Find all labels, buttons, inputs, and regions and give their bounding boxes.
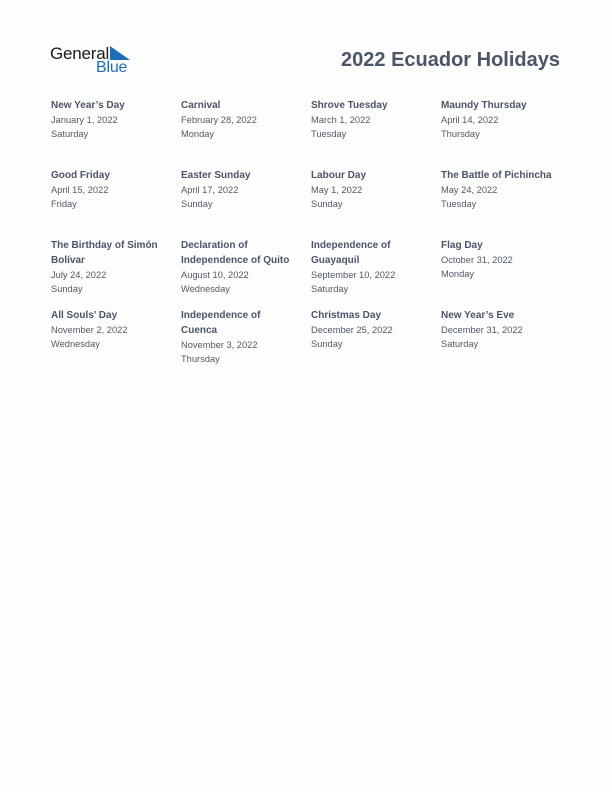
holiday-date: January 1, 2022: [51, 115, 118, 125]
holiday-item: [51, 308, 175, 351]
holiday-weekday: Saturday: [311, 284, 349, 294]
holiday-name: Carnival: [181, 100, 221, 111]
holiday-item: [311, 308, 435, 351]
logo-text-blue: Blue: [96, 59, 128, 76]
holiday-item: [311, 168, 435, 211]
holiday-weekday: Tuesday: [441, 199, 477, 209]
holiday-date: October 31, 2022: [441, 255, 513, 265]
holiday-item: [181, 98, 305, 141]
holiday-name: Flag Day: [441, 240, 483, 251]
holiday-weekday: Sunday: [181, 199, 213, 209]
holiday-date: November 2, 2022: [51, 325, 128, 335]
holiday-date: May 1, 2022: [311, 185, 363, 195]
holiday-date: April 17, 2022: [181, 185, 239, 195]
holiday-name: Declaration of Independence of Quito: [181, 240, 290, 266]
holiday-weekday: Thursday: [181, 354, 220, 364]
holiday-item: [181, 308, 281, 366]
holiday-name: New Year’s Day: [51, 100, 125, 111]
holiday-weekday: Monday: [181, 129, 215, 139]
holiday-date: April 15, 2022: [51, 185, 109, 195]
holiday-weekday: Thursday: [441, 129, 480, 139]
holiday-name: New Year’s Eve: [441, 310, 515, 321]
holiday-weekday: Wednesday: [51, 339, 100, 349]
logo-text-general: General: [50, 44, 110, 63]
holiday-item: [181, 238, 303, 296]
holiday-date: July 24, 2022: [51, 270, 107, 280]
holiday-date: August 10, 2022: [181, 270, 249, 280]
logo-triangle-icon: [110, 46, 130, 60]
holiday-item: [311, 98, 435, 141]
holiday-name: All Souls’ Day: [51, 310, 118, 321]
logo: [50, 44, 140, 78]
holiday-weekday: Sunday: [311, 199, 343, 209]
holiday-name: Maundy Thursday: [441, 100, 527, 111]
holiday-item: [441, 168, 571, 211]
holiday-weekday: Monday: [441, 269, 475, 279]
page-title: 2022 Ecuador Holidays: [341, 49, 560, 71]
holiday-name: Independence of Cuenca: [181, 310, 261, 336]
holiday-weekday: Sunday: [51, 284, 83, 294]
holiday-weekday: Wednesday: [181, 284, 230, 294]
holiday-date: December 25, 2022: [311, 325, 393, 335]
holiday-name: Christmas Day: [311, 310, 382, 321]
holiday-item: [311, 238, 411, 296]
holiday-item: [181, 168, 305, 211]
holiday-weekday: Saturday: [441, 339, 479, 349]
holiday-date: March 1, 2022: [311, 115, 371, 125]
holiday-item: [441, 238, 565, 281]
holiday-name: Good Friday: [51, 170, 110, 181]
holiday-item: [441, 98, 565, 141]
holiday-name: The Birthday of Simón Bolívar: [51, 240, 158, 266]
holiday-date: December 31, 2022: [441, 325, 523, 335]
holiday-date: May 24, 2022: [441, 185, 498, 195]
holiday-name: Labour Day: [311, 170, 367, 181]
holiday-date: September 10, 2022: [311, 270, 396, 280]
holiday-date: April 14, 2022: [441, 115, 499, 125]
holiday-item: [51, 238, 169, 296]
holiday-item: [51, 98, 175, 141]
holiday-item: [51, 168, 175, 211]
holiday-name: The Battle of Pichincha: [441, 170, 552, 181]
holiday-weekday: Tuesday: [311, 129, 347, 139]
holiday-date: November 3, 2022: [181, 340, 258, 350]
holiday-name: Independence of Guayaquil: [311, 240, 391, 266]
holiday-date: February 28, 2022: [181, 115, 257, 125]
holiday-weekday: Sunday: [311, 339, 343, 349]
holiday-item: [441, 308, 565, 351]
holiday-name: Easter Sunday: [181, 170, 251, 181]
holiday-name: Shrove Tuesday: [311, 100, 388, 111]
holiday-weekday: Saturday: [51, 129, 89, 139]
holiday-weekday: Friday: [51, 199, 77, 209]
